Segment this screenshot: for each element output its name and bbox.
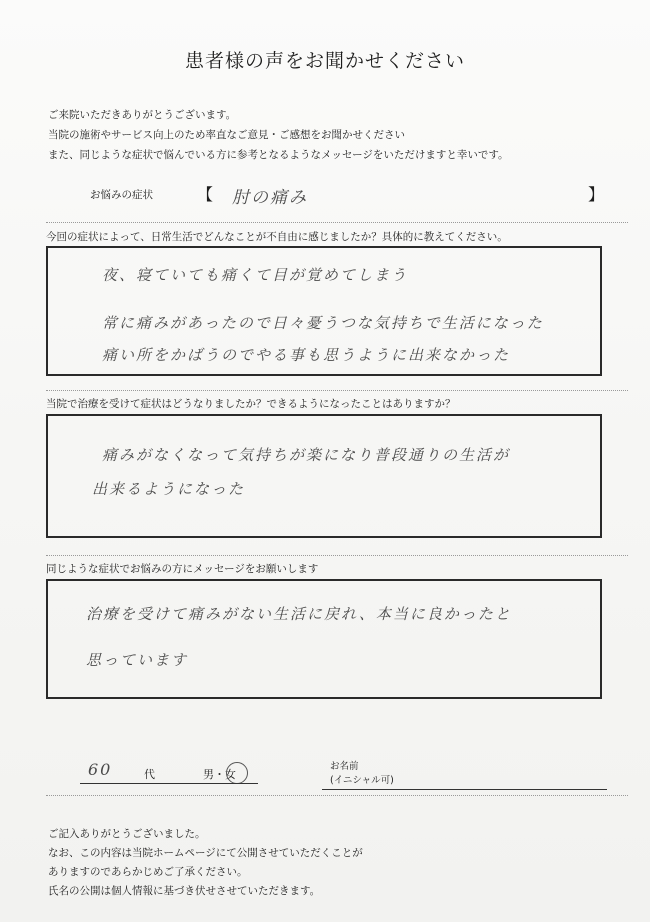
divider bbox=[46, 795, 628, 796]
age-unit: 代 bbox=[144, 768, 155, 781]
footer-line: 氏名の公開は個人情報に基づき伏せさせていただきます。 bbox=[48, 885, 321, 897]
intro-line: また、同じような症状で悩んでいる方に参考となるようなメッセージをいただけますと幸いです。 bbox=[48, 149, 509, 161]
symptom-value: 肘の痛み bbox=[232, 188, 308, 208]
symptom-close-bracket: 】 bbox=[588, 185, 605, 204]
footer-line: なお、この内容は当院ホームページにて公開させていただくことが bbox=[48, 847, 363, 859]
divider bbox=[46, 555, 628, 556]
answer-1-line: 痛い所をかばうのでやる事も思うように出来なかった bbox=[102, 346, 511, 364]
divider bbox=[46, 390, 628, 391]
answer-2-line: 痛みがなくなって気持ちが楽になり普段通りの生活が bbox=[102, 446, 511, 464]
gender-selection-circle bbox=[226, 762, 248, 784]
question-2: 当院で治療を受けて症状はどうなりましたか？できるようになったことはありますか？ bbox=[46, 398, 456, 410]
name-underline bbox=[322, 789, 607, 790]
footer-text bbox=[48, 825, 628, 901]
answer-1-line: 常に痛みがあったので日々憂うつな気持ちで生活になった bbox=[102, 314, 544, 332]
intro-line: ご来院いただきありがとうございます。 bbox=[48, 109, 237, 121]
answer-3-line: 治療を受けて痛みがない生活に戻れ、本当に良かったと bbox=[86, 605, 512, 623]
answer-box-3 bbox=[46, 579, 602, 699]
name-label-text: お名前 bbox=[330, 761, 359, 772]
answer-1-line: 夜、寝ていても痛くて目が覚めてしまう bbox=[102, 266, 409, 284]
intro-text bbox=[48, 105, 628, 165]
symptom-label: お悩みの症状 bbox=[90, 189, 153, 201]
gender-options: 男・女 bbox=[203, 768, 236, 781]
name-label bbox=[330, 760, 394, 788]
footer-line: ご記入ありがとうございました。 bbox=[48, 828, 206, 840]
answer-box-2 bbox=[46, 414, 602, 538]
footer-line: ありますのであらかじめご了承ください。 bbox=[48, 866, 248, 878]
symptom-open-bracket: 【 bbox=[197, 185, 214, 204]
answer-3-line: 思っています bbox=[86, 651, 189, 669]
age-value: 60 bbox=[88, 760, 113, 779]
intro-line: 当院の施術やサービス向上のため率直なご意見・ご感想をお聞かせください bbox=[48, 129, 405, 141]
name-note: (イニシャル可) bbox=[330, 775, 394, 786]
question-3: 同じような症状でお悩みの方にメッセージをお願いします bbox=[46, 563, 319, 575]
page-title: 患者様の声をお聞かせください bbox=[184, 50, 465, 72]
answer-box-1 bbox=[46, 246, 602, 376]
answer-2-line: 出来るようになった bbox=[92, 480, 246, 498]
age-underline bbox=[80, 783, 258, 784]
question-1: 今回の症状によって、日常生活でどんなことが不自由に感じましたか？具体的に教えてください。 bbox=[46, 231, 508, 243]
divider bbox=[46, 222, 628, 223]
